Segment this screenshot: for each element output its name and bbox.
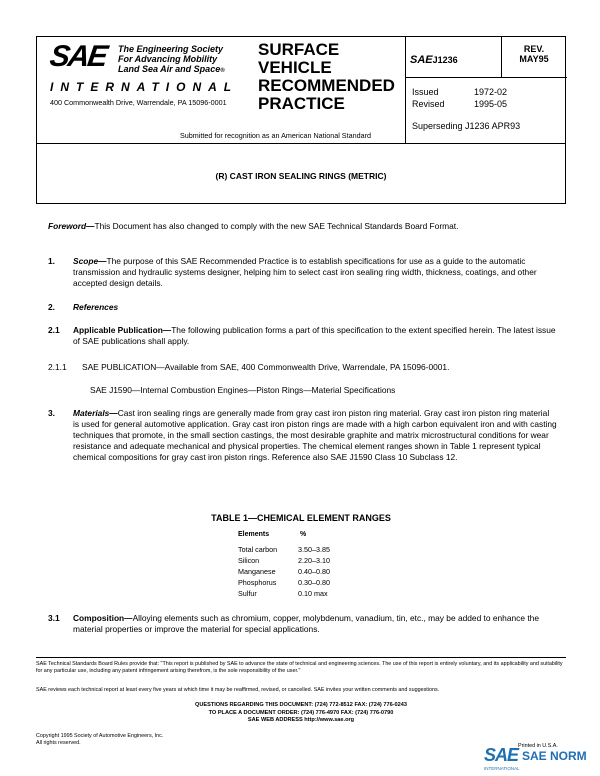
section-scope: Scope—The purpose of this SAE Recommended Practice is to establish specifications for use as a guide to the automatic transmission and hydraulic systems designer, helping him to select cast iron sealing ring width, thickness, coatings, and other accepted design details. — [73, 256, 537, 288]
table-row: Phosphorus — [238, 578, 277, 587]
table-row: Manganese — [238, 567, 276, 576]
section-applicable-publication: Applicable Publication—The following publication forms a part of this specification to the extent specified herein. The latest issue of SAE publications shall apply. — [73, 325, 556, 346]
section-1-number: 1. — [48, 256, 55, 266]
section-2-1-number: 2.1 — [48, 325, 60, 335]
international-wordmark: INTERNATIONAL — [50, 80, 239, 94]
table-1-title: TABLE 1—CHEMICAL ELEMENT RANGES — [211, 513, 391, 523]
submitted-note: Submitted for recognition as an American National Standard — [180, 131, 371, 140]
sae-address: 400 Commonwealth Drive, Warrendale, PA 15096-0001 — [50, 98, 227, 107]
issue-dates: Issued 1972-02 Revised 1995-05 — [412, 87, 508, 109]
footer-policy-2: SAE reviews each technical report at least every five years at which time it may be reaffirmed, revised, or cancelled. SAE invites your written comments and suggestions. — [36, 687, 440, 693]
table-1-header-percent: % — [300, 531, 307, 538]
section-2-1-1-number: 2.1.1 — [48, 362, 67, 372]
foreword: Foreword—This Document has also changed to comply with the new SAE Technical Standards Board Format. — [48, 221, 459, 231]
sae-tagline: The Engineering Society For Advancing Mobility Land Sea Air and Space® — [118, 44, 225, 74]
section-materials: Materials—Cast iron sealing rings are generally made from gray cast iron piston ring material. Gray cast iron piston ring material is used for general automotive application. Gray cast iron piston rings are made with a high carbon equivalent iron and with casting techniques that promote, in the small section castings, the most desirable graphite and matrix microstructural conditions for wear resistance and adequate mechanical and physical properties. The chemical element ranges shown in Table 1 represent typical chemical compositions for gray cast iron piston rings. Reference also SAE J1590 Class 10 Subclass 12. — [73, 408, 557, 462]
table-1-percents: 3.50–3.85 2.20–3.10 0.40–0.80 0.30–0.80 0.10 max — [298, 545, 330, 598]
sae-logo: SAE — [47, 40, 109, 73]
footer-copyright: Copyright 1995 Society of Automotive Engineers, Inc. All rights reserved. — [36, 733, 164, 746]
document-type: SURFACE VEHICLE RECOMMENDED PRACTICE — [258, 40, 395, 113]
table-row: Sulfur — [238, 589, 257, 598]
section-composition: Composition—Alloying elements such as chromium, copper, molybdenum, vanadium, tin, etc., may be added to enhance the material properties or improve the material for special applications. — [73, 613, 539, 634]
sae-norm-stamp — [484, 745, 596, 773]
footer-divider — [36, 657, 566, 658]
stamp-logo: SAE — [484, 745, 519, 765]
section-references-heading: References — [73, 302, 119, 312]
section-sae-publication: SAE PUBLICATION—Available from SAE, 400 Commonwealth Drive, Warrendale, PA 15096-0001. — [82, 362, 450, 372]
footer-contact: QUESTIONS REGARDING THIS DOCUMENT: (724) 772-8512 FAX: (724) 776-0243 TO PLACE A DOCUMENT ORDER: (724) 776-4970 FAX: (724) 776-0790 SAE WEB ADDRESS http://www.sae.org — [194, 702, 407, 723]
document-number: SAEJ1236 — [410, 54, 458, 66]
table-row: Silicon — [238, 556, 260, 565]
stamp-sub: INTERNATIONAL — [484, 766, 520, 771]
table-row: Total carbon — [238, 545, 278, 554]
table-1-elements — [238, 544, 277, 599]
stamp-text: SAE NORM — [522, 749, 587, 763]
section-3-number: 3. — [48, 408, 55, 418]
supersedes: Superseding J1236 APR93 — [412, 121, 521, 131]
section-2-number: 2. — [48, 302, 55, 312]
document-title: (R) CAST IRON SEALING RINGS (METRIC) — [215, 171, 387, 181]
footer-policy-1: SAE Technical Standards Board Rules provide that: "This report is published by SAE to advance the state of technical and engineering sciences. The use of this report is entirely voluntary, and its applicability and suitability for any particular use, including any patent infringement arising therefrom, is the sole responsibility of the user." — [36, 661, 563, 674]
revision: REV. MAY95 — [519, 44, 549, 64]
footer-printed: Printed in U.S.A. — [518, 743, 558, 749]
section-3-1-number: 3.1 — [48, 613, 60, 623]
reference-j1590: SAE J1590—Internal Combustion Engines—Piston Rings—Material Specifications — [90, 385, 396, 395]
table-1-header-elements: Elements — [238, 531, 270, 538]
